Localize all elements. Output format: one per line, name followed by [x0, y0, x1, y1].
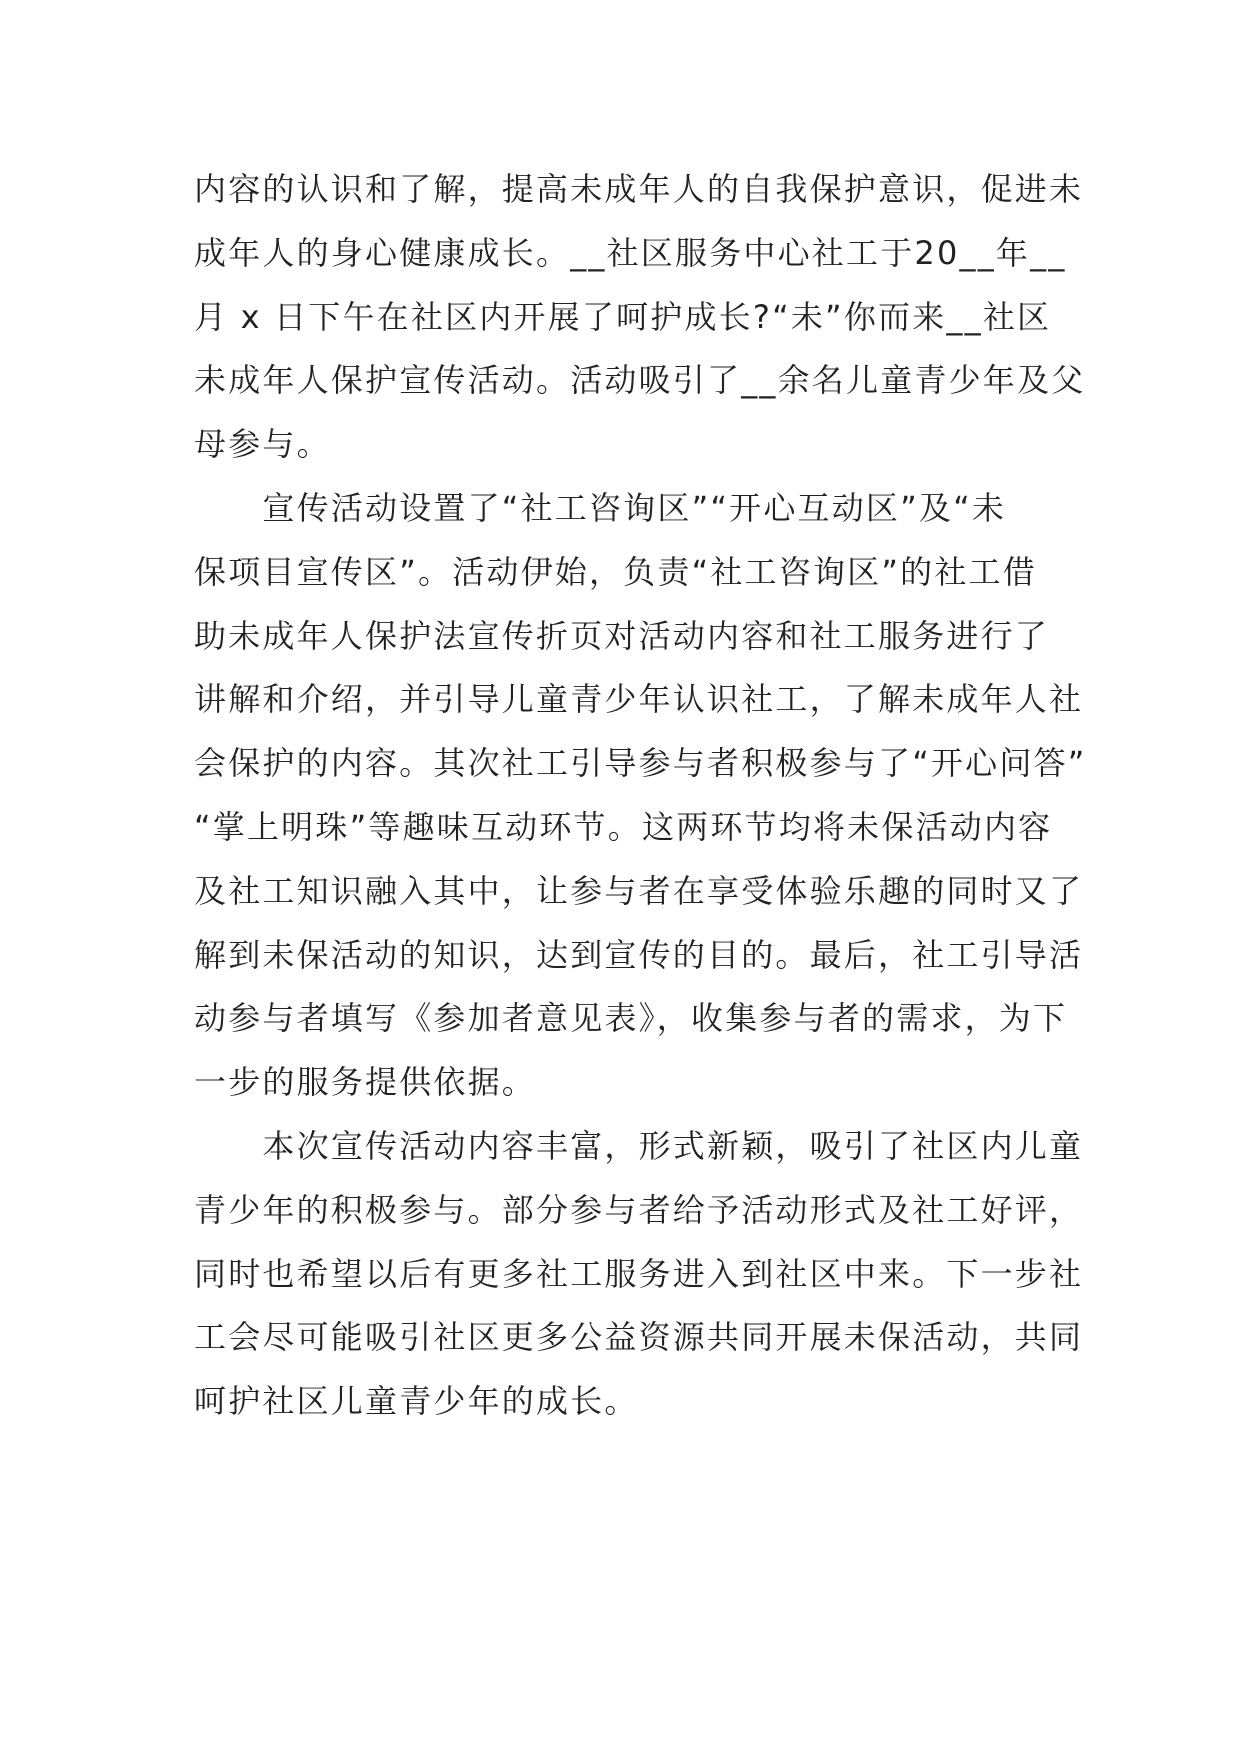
text-line: 呵护社区儿童青少年的成长。 [194, 1382, 639, 1421]
document-body [194, 158, 1087, 1434]
text-line: 母参与。 [194, 425, 331, 464]
text-line: 一步的服务提供依据。 [194, 1063, 537, 1102]
text-line: 保项目宣传区”。活动伊始，负责“社工咨询区”的社工借 [194, 552, 1037, 591]
text-line: 会保护的内容。其次社工引导参与者积极参与了“开心问答” [194, 744, 1087, 783]
text-line: 动参与者填写《参加者意见表》，收集参与者的需求，为下 [194, 999, 1068, 1038]
text-line: 未成年人保护宣传活动。活动吸引了__余名儿童青少年及父 [194, 361, 1086, 400]
text-line: 讲解和介绍，并引导儿童青少年认识社工，了解未成年人社 [194, 680, 1084, 719]
text-line: 助未成年人保护法宣传折页对活动内容和社工服务进行了 [194, 616, 1050, 655]
text-line: 工会尽可能吸引社区更多公益资源共同开展未保活动，共同 [194, 1318, 1084, 1357]
text-line: 及社工知识融入其中，让参与者在享受体验乐趣的同时又了 [194, 871, 1084, 910]
text-line: 内容的认识和了解，提高未成年人的自我保护意识，促进未 [194, 170, 1084, 208]
paragraph-2 [194, 477, 1087, 1115]
text-line: 月 x 日下午在社区内开展了呵护成长?“未”你而来__社区 [194, 297, 1052, 336]
text-line: 青少年的积极参与。部分参与者给予活动形式及社工好评， [194, 1190, 1084, 1229]
text-line: 本次宣传活动内容丰富，形式新颖，吸引了社区内儿童 [194, 1126, 1084, 1165]
text-line: “掌上明珠”等趣味互动环节。这两环节均将未保活动内容 [194, 807, 1053, 846]
text-line: 成年人的身心健康成长。__社区服务中心社工于20__年__ [194, 233, 1067, 272]
paragraph-3 [194, 1115, 1084, 1434]
paragraph-1 [194, 158, 1086, 477]
text-line: 同时也希望以后有更多社工服务进入到社区中来。下一步社 [194, 1254, 1084, 1293]
text-line: 解到未保活动的知识，达到宣传的目的。最后，社工引导活 [194, 935, 1084, 974]
text-line: 宣传活动设置了“社工咨询区”“开心互动区”及“未 [194, 488, 1007, 527]
